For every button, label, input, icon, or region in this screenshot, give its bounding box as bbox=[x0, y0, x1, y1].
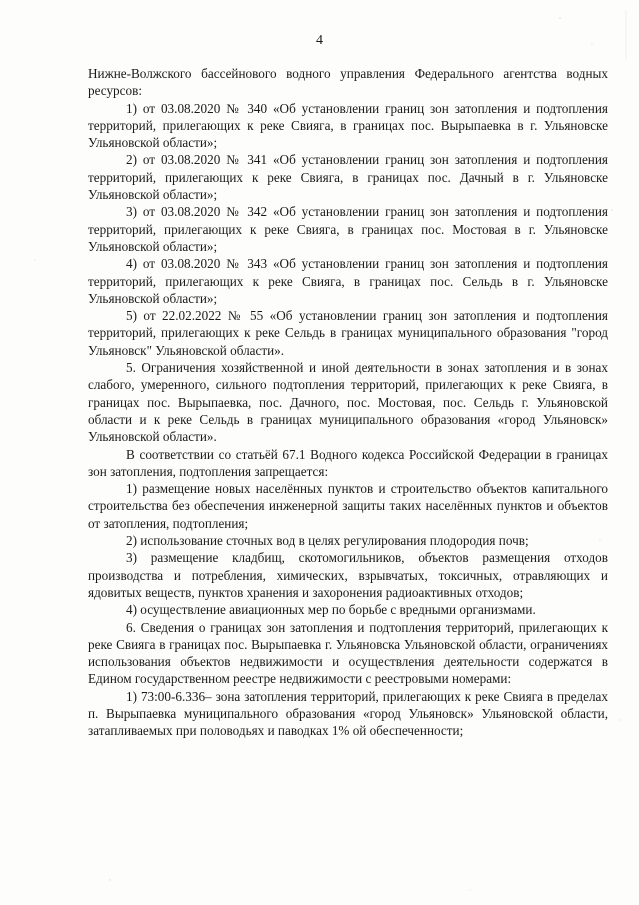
paragraph: 1) размещение новых населённых пунктов и строительство объектов капитального строительства без обеспечения инженерной защиты таких населённых пунктов и объектов от затопления, подтопления; bbox=[88, 481, 608, 531]
paragraph: 5) от 22.02.2022 № 55 «Об установлении границ зон затопления и подтопления территорий, прилегающих к реке Сельдь в границах муниципального образования "город Ульяновск" Ульяновской области». bbox=[88, 308, 608, 358]
paragraph: 4) от 03.08.2020 № 343 «Об установлении границ зон затопления и подтопления территорий, прилегающих к реке Свияга, в границах пос. Сельдь в г. Ульяновске Ульяновской области»; bbox=[88, 256, 608, 306]
paragraph: 1) 73:00-6.336– зона затопления территорий, прилегающих к реке Свияга в пределах п. Вырыпаевка муниципального образования «город Ульяновск» Ульяновской области, затапливаемых при половодьях и паводках 1% ой обеспеченности; bbox=[88, 688, 608, 739]
paragraph: 3) размещение кладбищ, скотомогильников, объектов размещения отходов производства и потребления, химических, взрывчатых, токсичных, отравляющих и ядовитых веществ, пунктов хранения и захоронения радиоактивных отходов; bbox=[88, 550, 608, 600]
paragraph: Нижне-Волжского бассейнового водного управления Федерального агентства водных ресурсов: bbox=[88, 66, 608, 99]
paragraph: 5. Ограничения хозяйственной и иной деятельности в зонах затопления и в зонах слабого, умеренного, сильного подтопления территорий, прилегающих к реке Свияга, в границах пос. Вырыпаевка, пос. Дачного, пос. Мостовая, пос. Сельдь г. Ульяновской области и к реке Сельдь в границах муниципального образования «город Ульяновск» Ульяновской области». bbox=[88, 360, 608, 445]
paragraph: 2) использование сточных вод в целях регулирования плодородия почв; bbox=[126, 533, 529, 549]
paragraph: 4) осуществление авиационных мер по борьбе с вредными организмами. bbox=[126, 602, 536, 618]
paragraph: 6. Сведения о границах зон затопления и подтопления территорий, прилегающих к реке Свияга в границах пос. Вырыпаевка г. Ульяновска Ульяновской области, ограничениях использования объектов недвижимости и осуществления деятельности содержатся в Едином государственном реестре недвижимости с реестровыми номерами: bbox=[88, 619, 608, 687]
page-number: 4 bbox=[316, 33, 323, 48]
paragraph: 3) от 03.08.2020 № 342 «Об установлении границ зон затопления и подтопления территорий, прилегающих к реке Свияга, в границах пос. Мостовая в г. Ульяновске Ульяновской области»; bbox=[88, 204, 608, 254]
document-body bbox=[88, 65, 608, 740]
paragraph: 2) от 03.08.2020 № 341 «Об установлении границ зон затопления и подтопления территорий, прилегающих к реке Свияга, в границах пос. Дачный в г. Ульяновске Ульяновской области»; bbox=[88, 152, 608, 203]
paragraph: В соответствии со статьёй 67.1 Водного кодекса Российской Федерации в границах зон затопления, подтопления запрещается: bbox=[88, 446, 608, 479]
paragraph: 1) от 03.08.2020 № 340 «Об установлении границ зон затопления и подтопления территорий, прилегающих к реке Свияга, в границах пос. Вырыпаевка в г. Ульяновске Ульяновской области»; bbox=[88, 100, 608, 151]
